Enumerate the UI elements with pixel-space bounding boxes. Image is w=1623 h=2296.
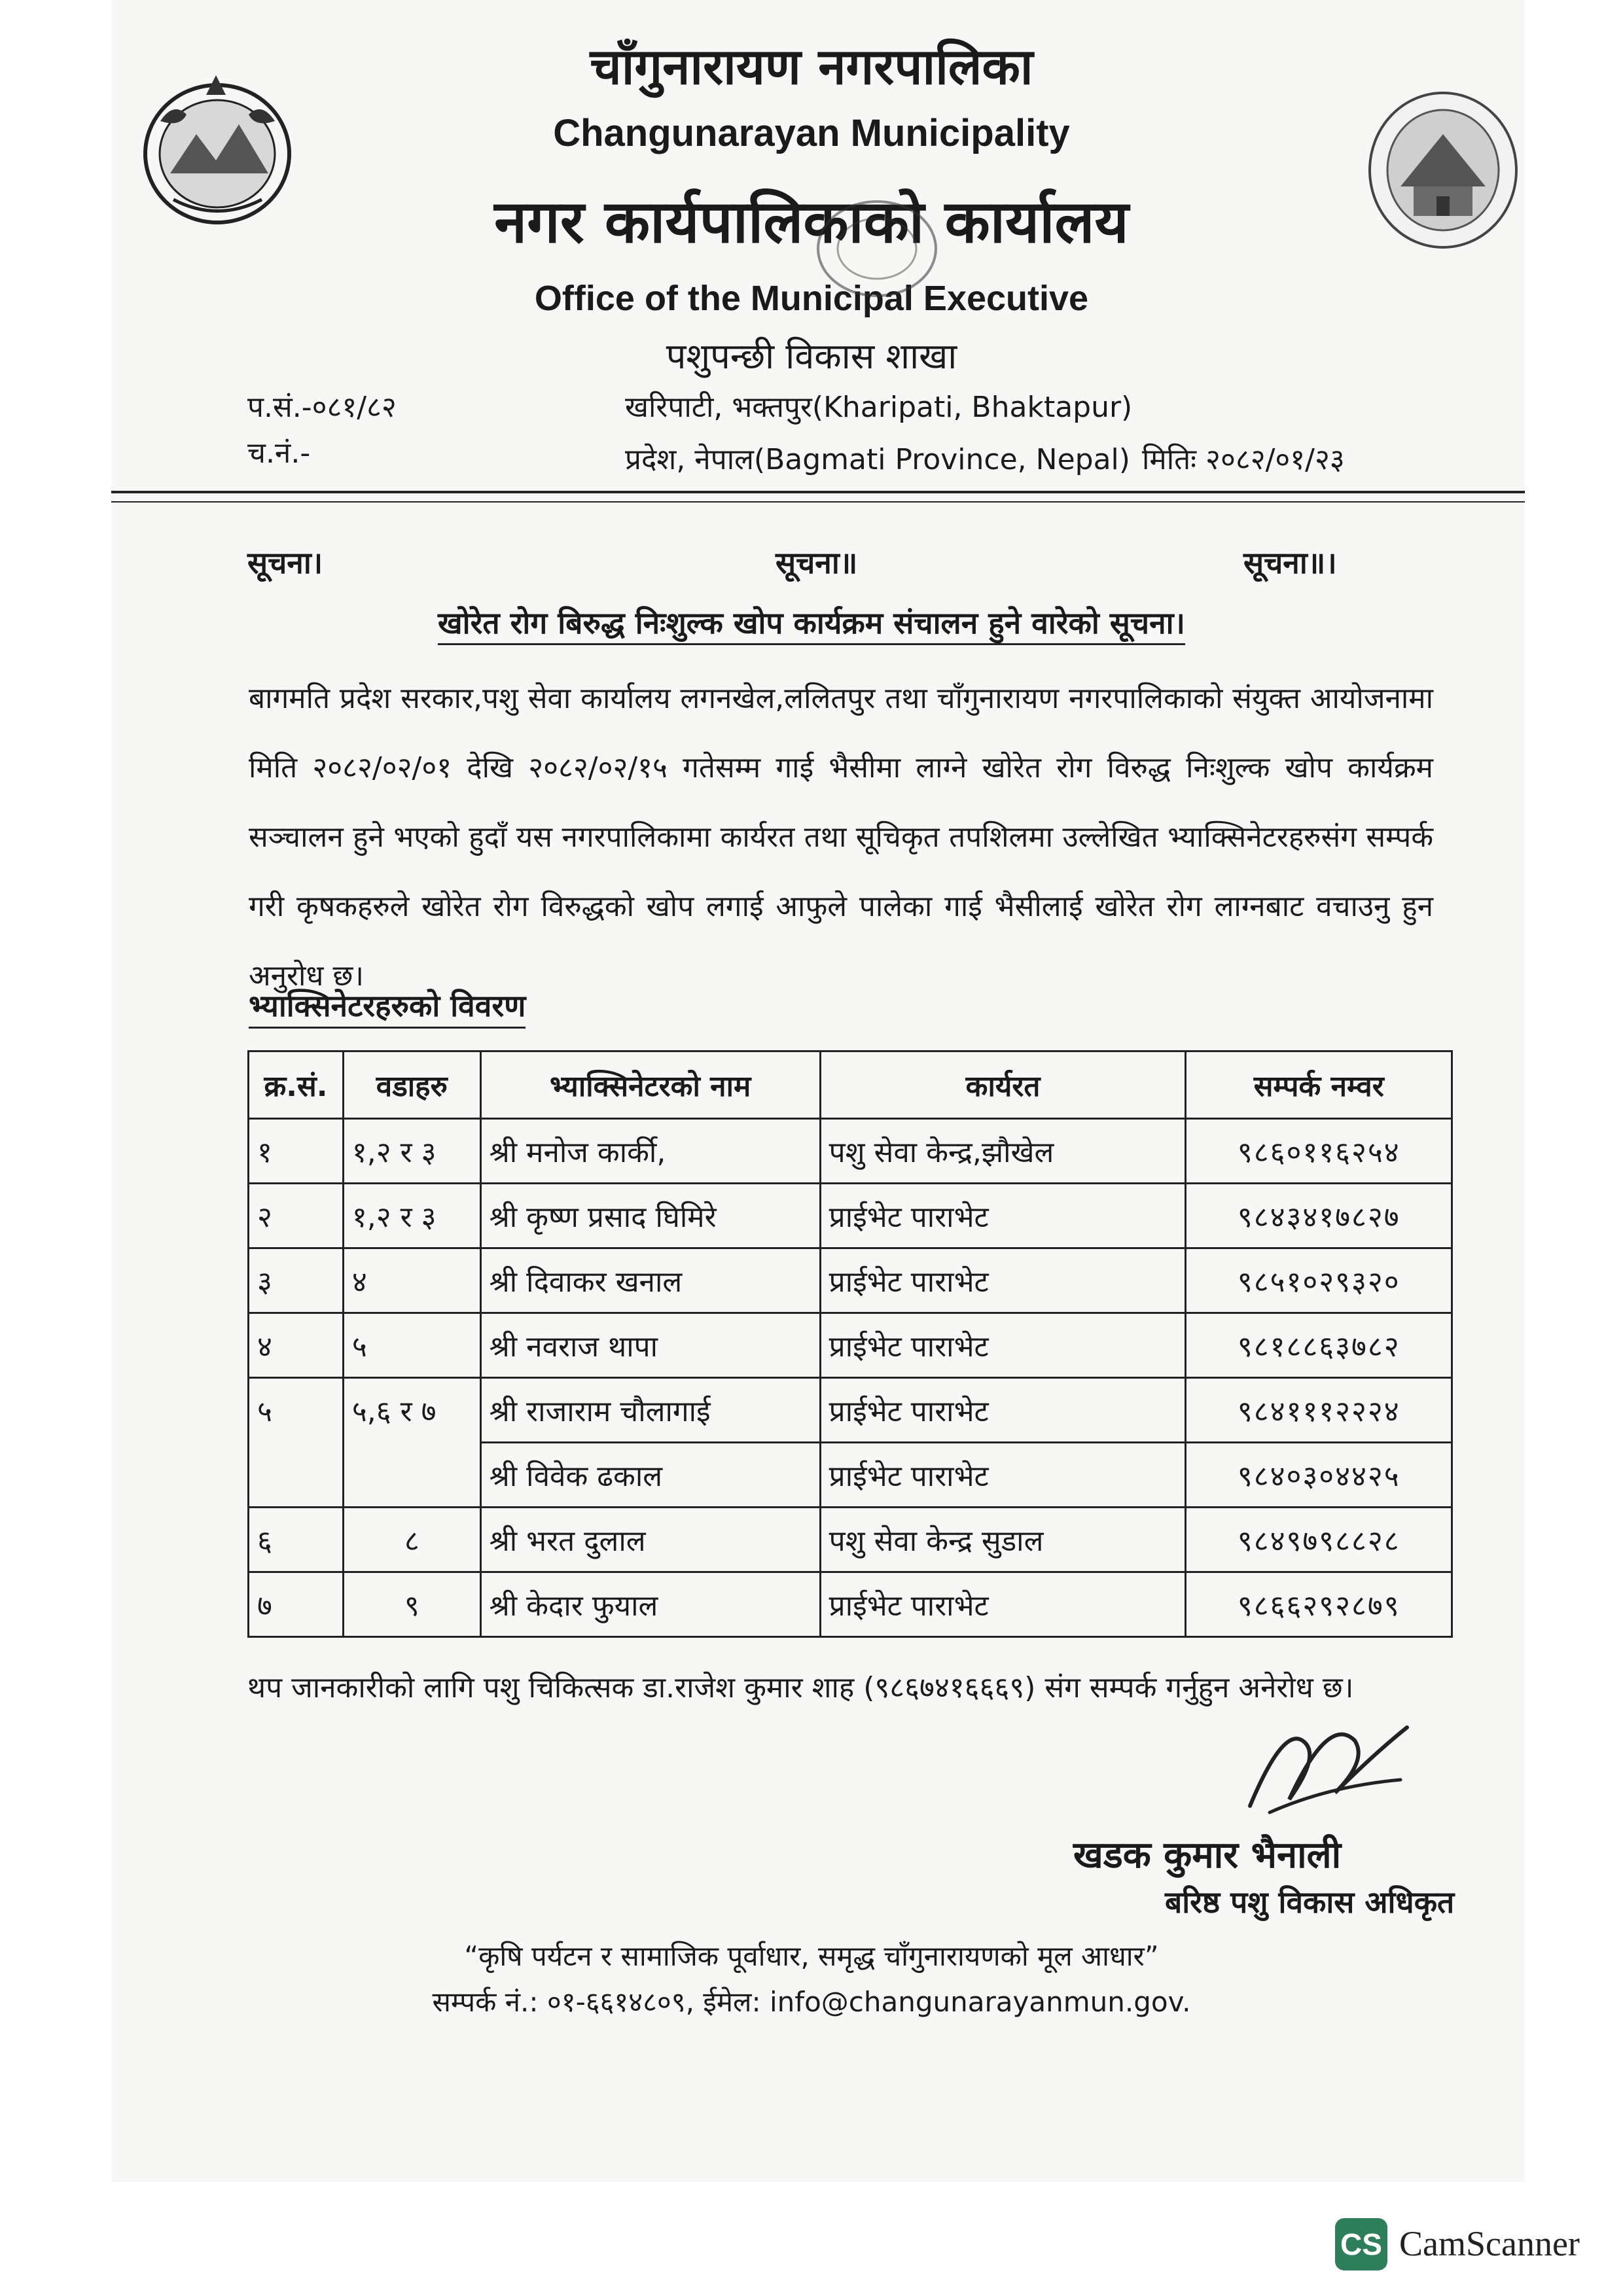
cell-name: श्री कृष्ण प्रसाद घिमिरे [480,1184,820,1248]
cell-serial: १ [249,1119,344,1184]
cell-phone: ९८४३४१७८२७ [1186,1184,1452,1248]
cell-phone: ९८६६२९२८७९ [1186,1572,1452,1637]
table-row [249,1313,1452,1378]
notice-word-center: सूचना॥ [776,545,858,580]
col-wards: वडाहरु [343,1051,480,1119]
camscanner-logo-icon: CS [1335,2218,1387,2270]
cell-serial: ३ [249,1248,344,1313]
col-serial: क्र.सं. [249,1051,344,1119]
col-workplace: कार्यरत [820,1051,1186,1119]
cell-serial: ४ [249,1313,344,1378]
cell-name: श्री राजाराम चौलागाई [480,1378,820,1443]
col-phone: सम्पर्क नम्वर [1186,1051,1452,1119]
cell-phone: ९८४०३०४४२५ [1186,1443,1452,1508]
cell-wards: १,२ र ३ [343,1119,480,1184]
cell-name: श्री केदार फुयाल [480,1572,820,1637]
notice-subject-text: खोरेत रोग बिरुद्ध निःशुल्क खोप कार्यक्रम संचालन हुने वारेको सूचना। [438,605,1185,645]
table-row [249,1119,1452,1184]
notice-word-left: सूचना। [247,545,323,580]
notice-body: बागमति प्रदेश सरकार,पशु सेवा कार्यालय लगनखेल,ललितपुर तथा चाँगुनारायण नगरपालिकाको संयुक्त आयोजनामा मिति २०८२/०२/०१ देखि २०८२/०२/१५ गतेसम्म गाई भैसीमा लाग्ने खोरेत रोग विरुद्ध निःशुल्क खोप कार्यक्रम सञ्चालन हुने भएको हुदाँ यस नगरपालिकामा कार्यरत तथा सूचिकृत तपशिलमा उल्लेखित भ्याक्सिनेटरहरुसंग सम्पर्क गरी कृषकहरुले खोरेत रोग विरुद्धको खोप लगाई आफुले पालेका गाई भैसीलाई खोरेत रोग लाग्नबाट वचाउनु हुन अनुरोध छ। [249,682,1433,993]
signatory-name: खडक कुमार भैनाली [1073,1834,1342,1877]
contact-info: सम्पर्क नं.: ०१-६६१४८०९, ईमेल: info@changunarayanmun.gov. [432,1986,1191,2018]
notice-subject [0,602,1623,643]
cell-name: श्री मनोज कार्की, [480,1119,820,1184]
cell-wards: ४ [343,1248,480,1313]
cell-wards: १,२ र ३ [343,1184,480,1248]
address-line-1: खरिपाटी, भक्तपुर(Kharipati, Bhaktapur) [625,391,1133,424]
cell-name: श्री नवराज थापा [480,1313,820,1378]
cell-phone: ९८४१११२२२४ [1186,1378,1452,1443]
cell-name: श्री विवेक ढकाल [480,1443,820,1508]
table-header-row [249,1051,1452,1119]
vaccinator-section-title: भ्याक्सिनेटरहरुको विवरण [249,985,526,1029]
section-name: पशुपन्छी विकास शाखा [666,336,957,377]
cell-wards: ९ [343,1572,480,1637]
cell-workplace: प्राईभेट पाराभेट [820,1248,1186,1313]
vaccinator-table [247,1050,1453,1638]
office-name-en: Office of the Municipal Executive [534,279,1089,318]
dispatch-number: च.नं.- [247,436,311,470]
address-line-2: प्रदेश, नेपाल(Bagmati Province, Nepal) [625,443,1130,476]
signature-icon [1230,1701,1427,1826]
cell-workplace: पशु सेवा केन्द्र,झौखेल [820,1119,1186,1184]
municipality-name-np: चाँगुनारायण नगरपालिका [590,37,1033,96]
table-row [249,1184,1452,1248]
table-row [249,1248,1452,1313]
cell-workplace: प्राईभेट पाराभेट [820,1378,1186,1443]
cell-name: श्री दिवाकर खनाल [480,1248,820,1313]
header-divider-thick [111,491,1525,493]
office-stamp-icon [812,196,942,301]
cell-workplace: प्राईभेट पाराभेट [820,1443,1186,1508]
cell-serial: ६ [249,1508,344,1572]
cell-name: श्री भरत दुलाल [480,1508,820,1572]
cell-phone: ९८१८८६३७८२ [1186,1313,1452,1378]
office-name-np: नगर कार्यपालिकाको कार्यालय [494,188,1129,256]
more-info-text: थप जानकारीको लागि पशु चिकित्सक डा.राजेश कुमार शाह (९८६७४१६६६९) संग सम्पर्क गर्नुहुन अनेरोध छ। [247,1671,1354,1704]
cell-serial: २ [249,1184,344,1248]
cell-wards: ५ [343,1313,480,1378]
letter-date: मितिः २०८२/०१/२३ [1142,443,1345,476]
cell-phone: ९८५१०२९३२० [1186,1248,1452,1313]
cell-workplace: पशु सेवा केन्द्र सुडाल [820,1508,1186,1572]
cell-phone: ९८६०११६२५४ [1186,1119,1452,1184]
cell-wards: ८ [343,1508,480,1572]
municipality-name-en: Changunarayan Municipality [553,112,1070,154]
cell-workplace: प्राईभेट पाराभेट [820,1313,1186,1378]
cell-wards: ५,६ र ७ [343,1378,480,1508]
cell-workplace: प्राईभेट पाराभेट [820,1572,1186,1637]
cell-serial: ७ [249,1572,344,1637]
municipality-motto: “कृषि पर्यटन र सामाजिक पूर्वाधार, समृद्ध चाँगुनारायणको मूल आधार” [464,1940,1159,1972]
col-name: भ्याक्सिनेटरको नाम [480,1051,820,1119]
table-row [249,1572,1452,1637]
camscanner-label: CamScanner [1399,2224,1580,2263]
header-divider-thin [111,501,1525,503]
cell-workplace: प्राईभेट पाराभेट [820,1184,1186,1248]
signatory-title: बरिष्ठ पशु विकास अधिकृत [1165,1884,1455,1920]
table-row [249,1378,1452,1443]
notice-word-right: सूचना॥। [1243,545,1337,580]
cell-phone: ९८४९७९८८२८ [1186,1508,1452,1572]
table-row [249,1508,1452,1572]
cell-serial: ५ [249,1378,344,1508]
reference-number: प.सं.-०८१/८२ [247,391,397,424]
